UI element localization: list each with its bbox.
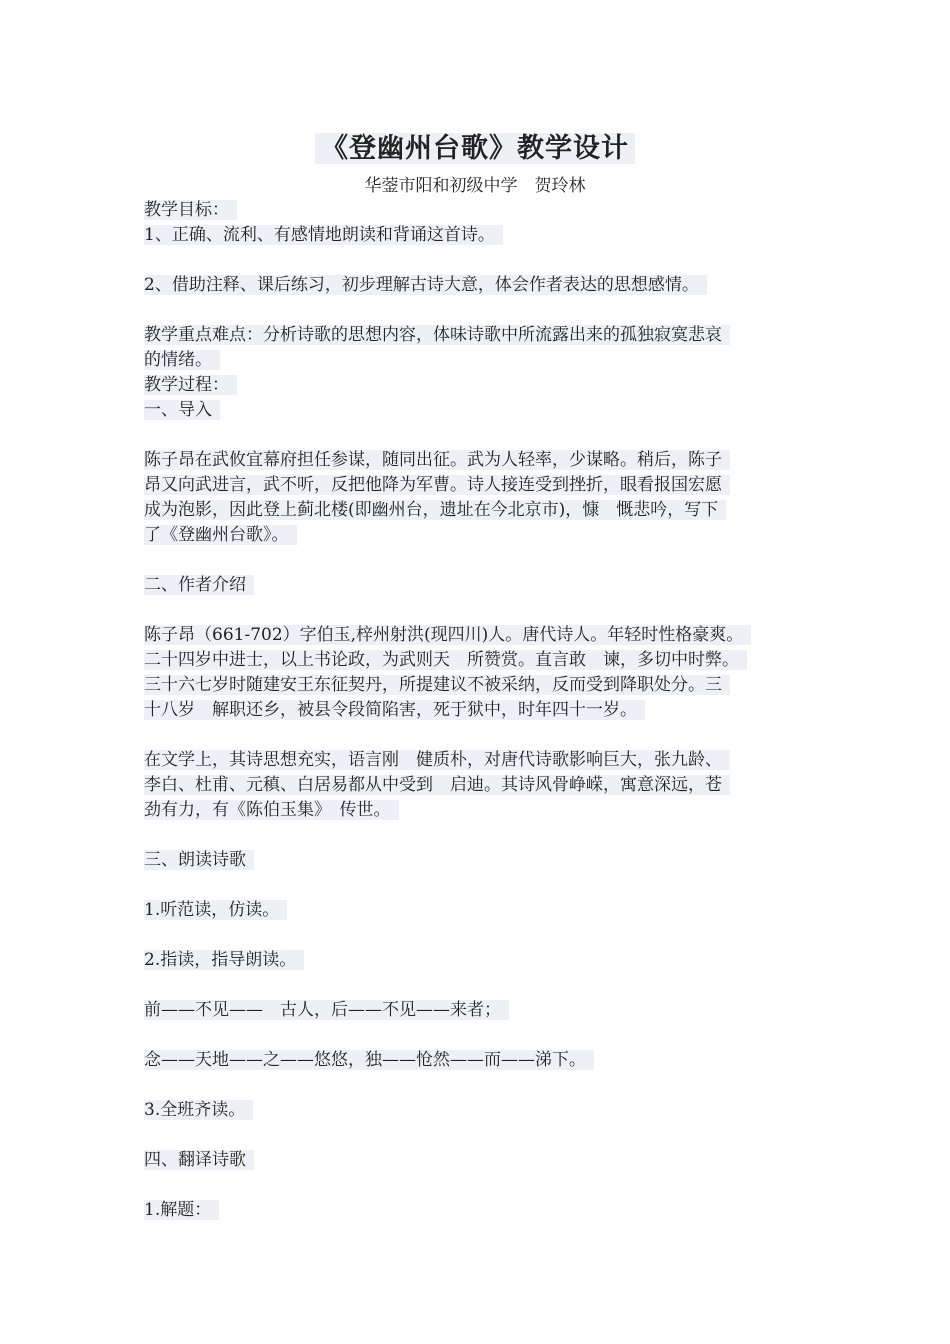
line-text: 在文学上，其诗思想充实，语言刚 健质朴，对唐代诗歌影响巨大，张九龄、 (144, 750, 730, 770)
line-text: 教学过程： (144, 375, 237, 395)
blank-line (144, 723, 820, 748)
text-line (144, 848, 820, 873)
blank-line (144, 823, 820, 848)
document-title (0, 130, 950, 168)
text-line (144, 1098, 820, 1123)
text-line (144, 448, 820, 473)
document-title-text: 《登幽州台歌》教学设计 (315, 133, 635, 164)
line-text: 2.指读，指导朗读。 (144, 950, 304, 970)
line-text: 2、借助注释、课后练习，初步理解古诗大意，体会作者表达的思想感情。 (144, 275, 707, 295)
line-text: 陈子昂（661-702）字伯玉,梓州射洪(现四川)人。唐代诗人。年轻时性格豪爽。 (144, 625, 751, 645)
text-line (144, 573, 820, 598)
blank-line (144, 1073, 820, 1098)
line-text: 劲有力，有《陈伯玉集》 传世。 (144, 800, 399, 820)
text-line (144, 1198, 820, 1223)
line-text: 了《登幽州台歌》。 (144, 525, 297, 545)
text-line (144, 698, 820, 723)
line-text: 十八岁 解职还乡，被县令段简陷害，死于狱中，时年四十一岁。 (144, 700, 645, 720)
line-text: 1.解题： (144, 1200, 219, 1220)
text-line (144, 373, 820, 398)
blank-line (144, 973, 820, 998)
line-text: 昂又向武进言，武不听，反把他降为军曹。诗人接连受到挫折，眼看报国宏愿 (144, 475, 730, 495)
line-text: 教学重点难点：分析诗歌的思想内容，体味诗歌中所流露出来的孤独寂寞悲哀 (144, 325, 730, 345)
text-line (144, 398, 820, 423)
line-text: 3.全班齐读。 (144, 1100, 253, 1120)
blank-line (144, 298, 820, 323)
text-line (144, 673, 820, 698)
document-subtitle: 华蓥市阳和初级中学 贺玲林 (364, 176, 586, 196)
text-line (144, 948, 820, 973)
text-line (144, 1048, 820, 1073)
line-text: 教学目标： (144, 200, 237, 220)
blank-line (144, 1173, 820, 1198)
line-text: 四、翻译诗歌 (144, 1150, 254, 1170)
line-text: 陈子昂在武攸宜幕府担任参谋，随同出征。武为人轻率，少谋略。稍后，陈子 (144, 450, 730, 470)
line-text: 李白、杜甫、元稹、白居易都从中受到 启迪。其诗风骨峥嵘，寓意深远，苍 (144, 775, 730, 795)
blank-line (144, 423, 820, 448)
line-text: 三、朗读诗歌 (144, 850, 254, 870)
text-line (144, 348, 820, 373)
line-text: 一、导入 (144, 400, 220, 420)
line-text: 二十四岁中进士，以上书论政，为武则天 所赞赏。直言敢 谏，多切中时弊。 (144, 650, 747, 670)
line-text: 成为泡影，因此登上蓟北楼(即幽州台，遗址在今北京市)，慷 慨悲吟，写下 (144, 500, 726, 520)
text-line (144, 473, 820, 498)
line-text: 三十六七岁时随建安王东征契丹，所提建议不被采纳，反而受到降职处分。三 (144, 675, 730, 695)
blank-line (144, 598, 820, 623)
line-text: 的情绪。 (144, 350, 220, 370)
text-line (144, 623, 820, 648)
text-line (144, 998, 820, 1023)
blank-line (144, 548, 820, 573)
document-body (144, 198, 820, 1223)
text-line (144, 773, 820, 798)
blank-line (144, 923, 820, 948)
line-text: 前——不见—— 古人，后——不见——来者； (144, 1000, 509, 1020)
text-line (144, 323, 820, 348)
text-line (144, 198, 820, 223)
text-line (144, 648, 820, 673)
blank-line (144, 873, 820, 898)
text-line (144, 898, 820, 923)
line-text: 1.听范读，仿读。 (144, 900, 287, 920)
blank-line (144, 1123, 820, 1148)
text-line (144, 1148, 820, 1173)
text-line (144, 798, 820, 823)
text-line (144, 273, 820, 298)
text-line (144, 523, 820, 548)
line-text: 1、正确、流利、有感情地朗读和背诵这首诗。 (144, 225, 503, 245)
text-line (144, 498, 820, 523)
line-text: 念——天地——之——悠悠，独——怆然——而——涕下。 (144, 1050, 594, 1070)
text-line (144, 748, 820, 773)
line-text: 二、作者介绍 (144, 575, 254, 595)
blank-line (144, 248, 820, 273)
blank-line (144, 1023, 820, 1048)
text-line (144, 223, 820, 248)
